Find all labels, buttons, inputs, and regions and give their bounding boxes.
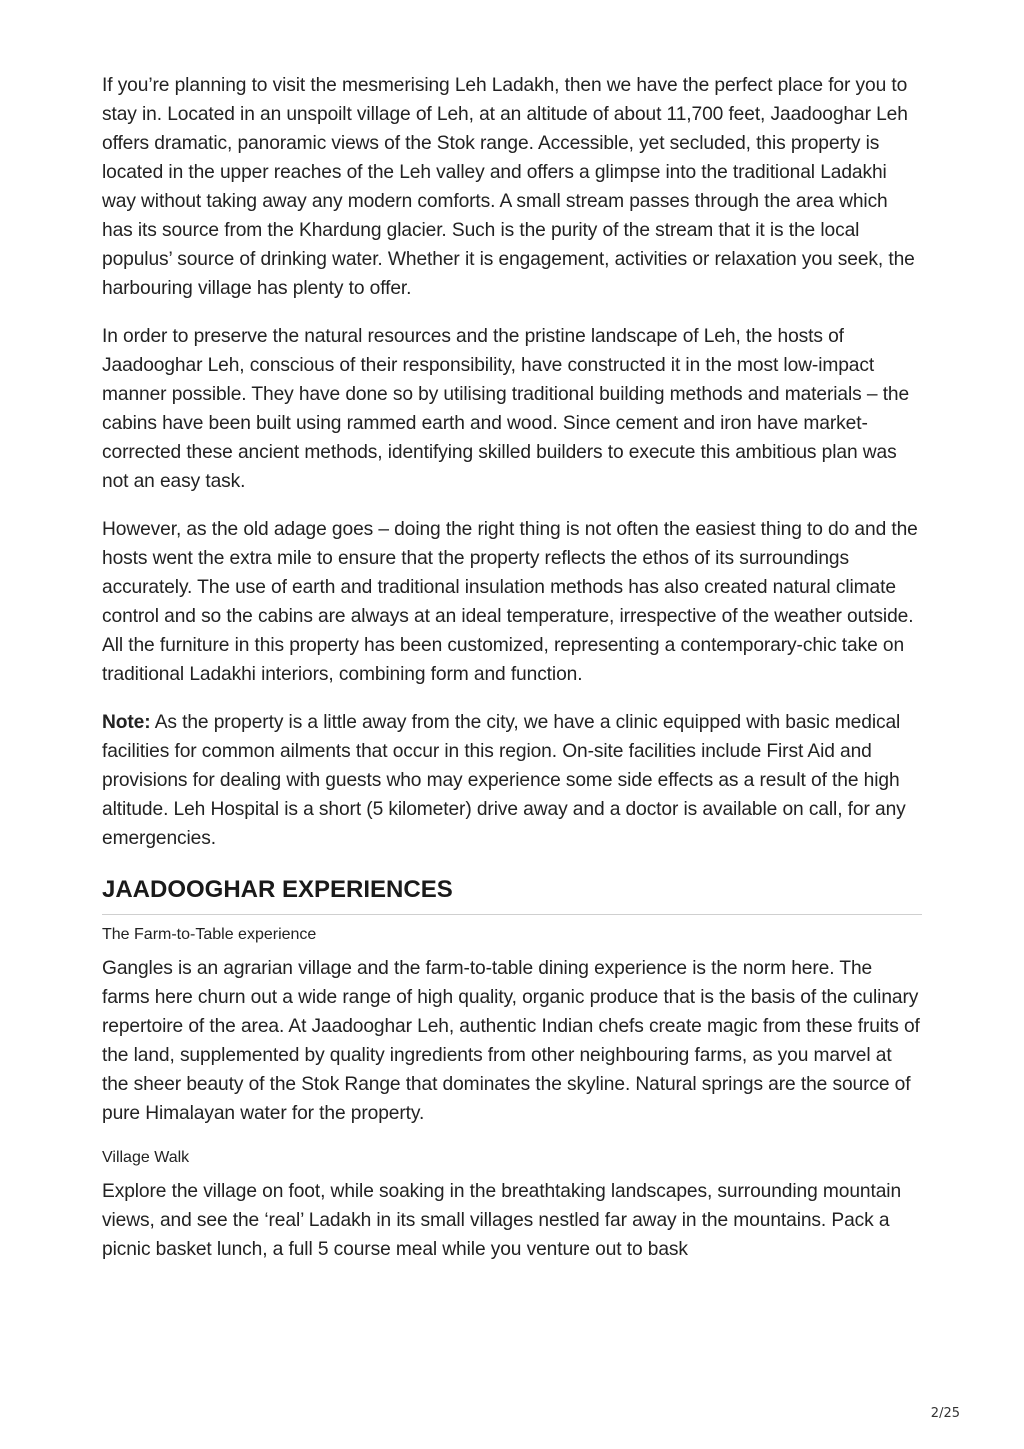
note-text: As the property is a little away from the city, we have a clinic equipped with basic medical facilities for common ailments that occur in this region. On-site facilities include First Aid and provisions for dealing with guests who may experience some side effects as a result of the high altitude. Leh Hospital is a short (5 kilometer) drive away and a doctor is available on call, for any emergencies.	[102, 712, 906, 849]
farm-to-table-text: Gangles is an agrarian village and the farm-to-table dining experience is the norm here. The farms here churn out a wide range of high quality, organic produce that is the basis of the culinary repertoire of the area. At Jaadooghar Leh, authentic Indian chefs create magic from these fruits of the land, supplemented by quality ingredients from other neighbouring farms, as you marvel at the sheer beauty of the Stok Range that dominates the skyline. Natural springs are the source of pure Himalayan water for the property.	[102, 958, 920, 1124]
village-walk-title: Village Walk	[102, 1149, 190, 1166]
village-walk-text: Explore the village on foot, while soaking in the breathtaking landscapes, surrounding mountain views, and see the ‘real’ Ladakh in its small villages nestled far away in the mountains. Pack a picnic basket lunch, a full 5 course meal while you venture out to bask	[102, 1181, 902, 1260]
experiences-heading: JAADOOGHAR EXPERIENCES	[102, 874, 922, 915]
article-content	[102, 71, 922, 1283]
note-label: Note:	[102, 712, 151, 733]
intro-paragraph: If you’re planning to visit the mesmerising Leh Ladakh, then we have the perfect place for you to stay in. Located in an unspoilt village of Leh, at an altitude of about 11,700 feet, Jaadooghar Leh offers dramatic, panoramic views of the Stok range. Accessible, yet secluded, this property is located in the upper reaches of the Leh valley and offers a glimpse into the traditional Ladakhi way without taking away any modern comforts. A small stream passes through the area which has its source from the Khardung glacier. Such is the purity of the stream that it is the local populus’ source of drinking water. Whether it is engagement, activities or relaxation you seek, the harbouring village has plenty to offer.	[102, 75, 915, 299]
ethos-paragraph: However, as the old adage goes – doing the right thing is not often the easiest thing to do and the hosts went the extra mile to ensure that the property reflects the ethos of its surroundings accurately. The use of earth and traditional insulation methods has also created natural climate control and so the cabins are always at an ideal temperature, irrespective of the weather outside. All the furniture in this property has been customized, representing a contemporary-chic take on traditional Ladakhi interiors, combining form and function.	[102, 519, 918, 685]
farm-to-table-title: The Farm-to-Table experience	[102, 926, 317, 943]
page-number: 2/25	[930, 1406, 960, 1421]
preservation-paragraph: In order to preserve the natural resources and the pristine landscape of Leh, the hosts of Jaadooghar Leh, conscious of their responsibility, have constructed it in the most low-impact manner possible. They have done so by utilising traditional building methods and materials – the cabins have been built using rammed earth and wood. Since cement and iron have market-corrected these ancient methods, identifying skilled builders to execute this ambitious plan was not an easy task.	[102, 326, 910, 492]
note-paragraph	[102, 708, 922, 853]
